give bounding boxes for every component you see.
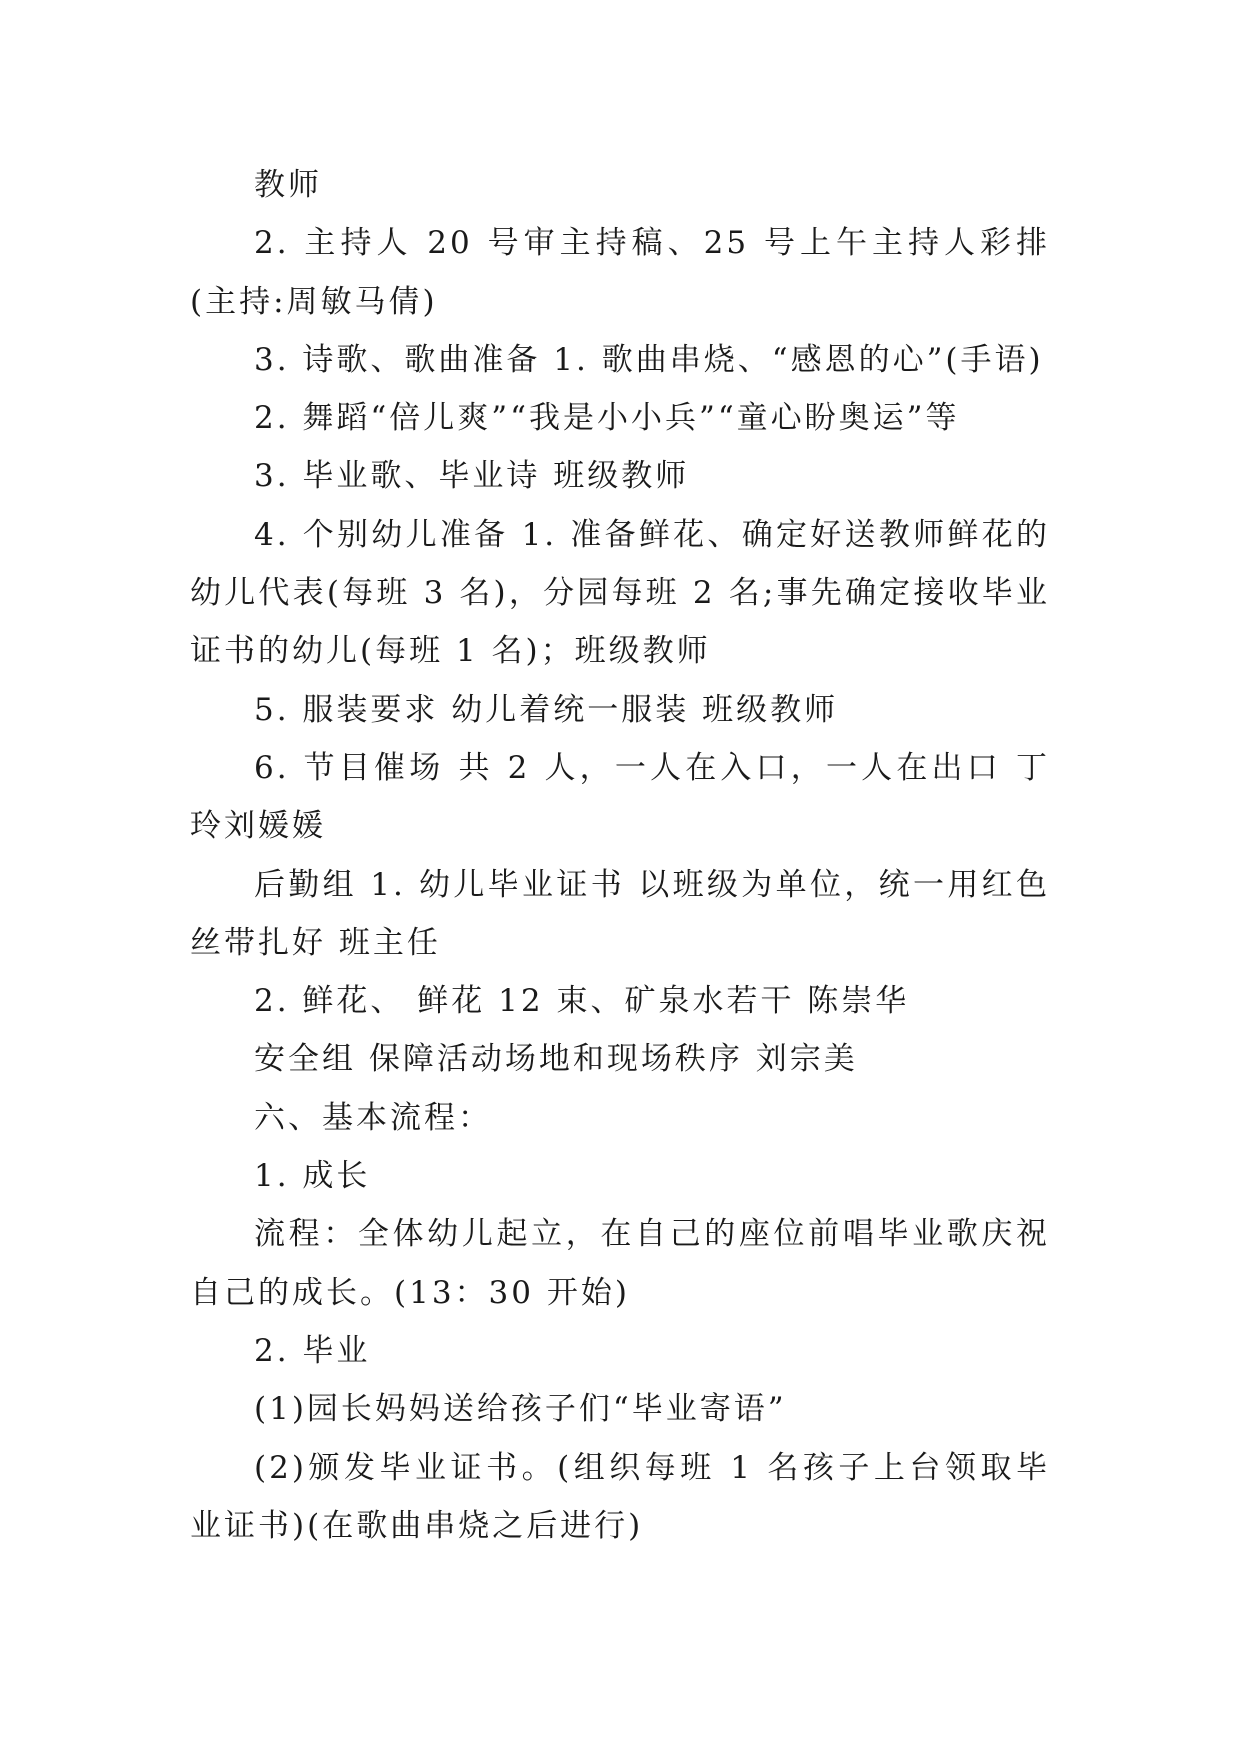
paragraph-certificate: (2)颁发毕业证书。(组织每班 1 名孩子上台领取毕业证书)(在歌曲串烧之后进行): [190, 1449, 1050, 1544]
paragraph-graduation-song: 3. 毕业歌、毕业诗 班级教师: [254, 458, 690, 495]
paragraph-individual-prep: 4. 个别幼儿准备 1. 准备鲜花、确定好送教师鲜花的幼儿代表(每班 3 名)，分园每班 2 名;事先确定接收毕业证书的幼儿(每班 1 名)；班级教师: [190, 516, 1050, 670]
paragraph-logistics: 后勤组 1. 幼儿毕业证书 以班级为单位，统一用红色丝带扎好 班主任: [190, 866, 1050, 961]
paragraph-graduation: 2. 毕业: [254, 1332, 371, 1369]
paragraph-safety: 安全组 保障活动场地和现场秩序 刘宗美: [254, 1041, 858, 1078]
paragraph-costume: 5. 服装要求 幼儿着统一服装 班级教师: [254, 691, 839, 728]
paragraph-growth-process: 流程：全体幼儿起立，在自己的座位前唱毕业歌庆祝自己的成长。(13：30 开始): [190, 1216, 1050, 1311]
document-body: [190, 156, 1050, 1555]
paragraph-graduation-message: (1)园长妈妈送给孩子们“毕业寄语”: [254, 1391, 787, 1428]
paragraph-teacher: 教师: [254, 167, 322, 203]
paragraph-host: 2. 主持人 20 号审主持稿、25 号上午主持人彩排(主持:周敏马倩): [190, 225, 1050, 320]
paragraph-growth: 1. 成长: [254, 1158, 371, 1195]
paragraph-flowers: 2. 鲜花、 鲜花 12 束、矿泉水若干 陈崇华: [254, 983, 910, 1020]
paragraph-stage-call: 6. 节目催场 共 2 人，一人在入口，一人在出口 丁玲刘媛媛: [190, 749, 1050, 845]
paragraph-poetry-songs: 3. 诗歌、歌曲准备 1. 歌曲串烧、“感恩的心”(手语): [254, 341, 1044, 378]
section-heading-process: 六、基本流程：: [254, 1099, 492, 1136]
paragraph-dance: 2. 舞蹈“倍儿爽”“我是小小兵”“童心盼奥运”等: [254, 400, 960, 437]
